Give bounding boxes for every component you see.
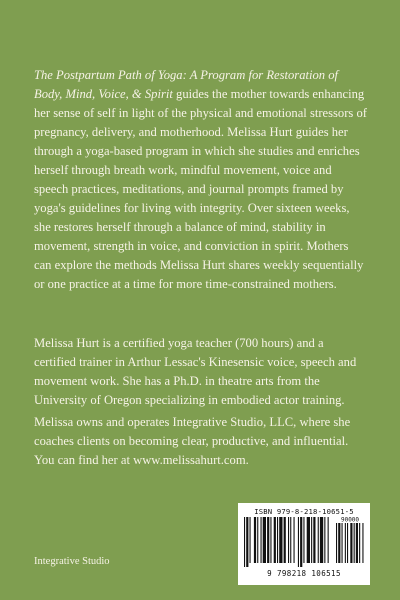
barcode-bar: [307, 517, 310, 563]
barcode-addon-bar: [356, 523, 358, 563]
barcode-bar: [261, 517, 262, 563]
author-business: Melissa owns and operates Integrative Studio, LLC, where she coaches clients on becoming clear, productive, and influential. You can find her at www.melissahurt.com.: [34, 415, 351, 467]
barcode-bar: [270, 517, 271, 563]
barcode-addon-bar: [359, 523, 360, 563]
barcode-bar: [318, 517, 319, 563]
author-bio: Melissa Hurt is a certified yoga teacher (700 hours) and a certified trainer in Arthur Lessac's Kinesensic voice, speech and movement work. She has a Ph.D. in theatre arts from the University of Oregon specializing in embodied actor training.: [34, 336, 357, 407]
book-description: [34, 66, 368, 294]
barcode-bar: [290, 517, 291, 563]
barcode-addon-bar: [347, 523, 348, 563]
barcode-addon-bar: [350, 523, 352, 563]
barcode-bar: [294, 517, 295, 563]
barcode-addon-bar: [354, 523, 355, 563]
barcode-addon-bar: [336, 523, 337, 563]
barcode-bar: [328, 517, 329, 563]
barcode-bar: [298, 517, 299, 567]
barcode-bar: [324, 517, 325, 563]
barcode-bar: [267, 517, 269, 563]
barcode-bar: [274, 517, 276, 563]
barcode-addon-bar: [342, 523, 343, 563]
barcode-bar: [300, 517, 302, 567]
barcode-bar: [303, 517, 304, 563]
description-text: guides the mother towards enhancing her sense of self in light of the physical and emotional stressors of pregnancy, delivery, and motherhood. Melissa Hurt guides her through a yoga-based program in which she studies and enriches herself through breath work, mindful movement, voice and speech practices, meditations, and journal prompts framed by yoga's guidelines for living with integrity. Over sixteen weeks, she restores herself through a balance of mind, stability in movement, strength in voice, and conviction in spirit. Mothers can explore the methods Melissa Hurt shares weekly sequentially or one practice at a time for more time-constrained mothers.: [34, 87, 367, 291]
barcode-bar: [279, 517, 282, 563]
barcode-addon-bar: [362, 523, 363, 563]
barcode-bar: [311, 517, 312, 563]
barcode-addon-bar: [338, 523, 340, 563]
barcode-bar: [284, 517, 286, 563]
publisher-name: Integrative Studio: [34, 556, 110, 567]
barcode-bar: [254, 517, 256, 563]
isbn-label: ISBN 979-8-218-10651-5: [254, 507, 354, 516]
barcode-bar: [250, 517, 251, 563]
barcode-bar: [244, 517, 245, 567]
barcode-bar: [246, 517, 248, 567]
barcode-bar: [320, 517, 323, 563]
barcode-bar: [313, 517, 315, 563]
barcode-number: 9 798218 106515: [267, 569, 341, 578]
barcode-bar: [263, 517, 266, 563]
barcode-bar: [288, 517, 289, 563]
barcode-bars: [244, 517, 364, 567]
barcode-bar: [277, 517, 278, 563]
price-code: 90000: [340, 517, 360, 524]
barcode-bar: [257, 517, 258, 563]
barcode-addon-bar: [345, 523, 346, 563]
isbn-barcode: [238, 503, 370, 585]
book-title: The Postpartum Path of Yoga: A Program for Restoration of Body, Mind, Voice, & Spirit: [34, 68, 339, 101]
